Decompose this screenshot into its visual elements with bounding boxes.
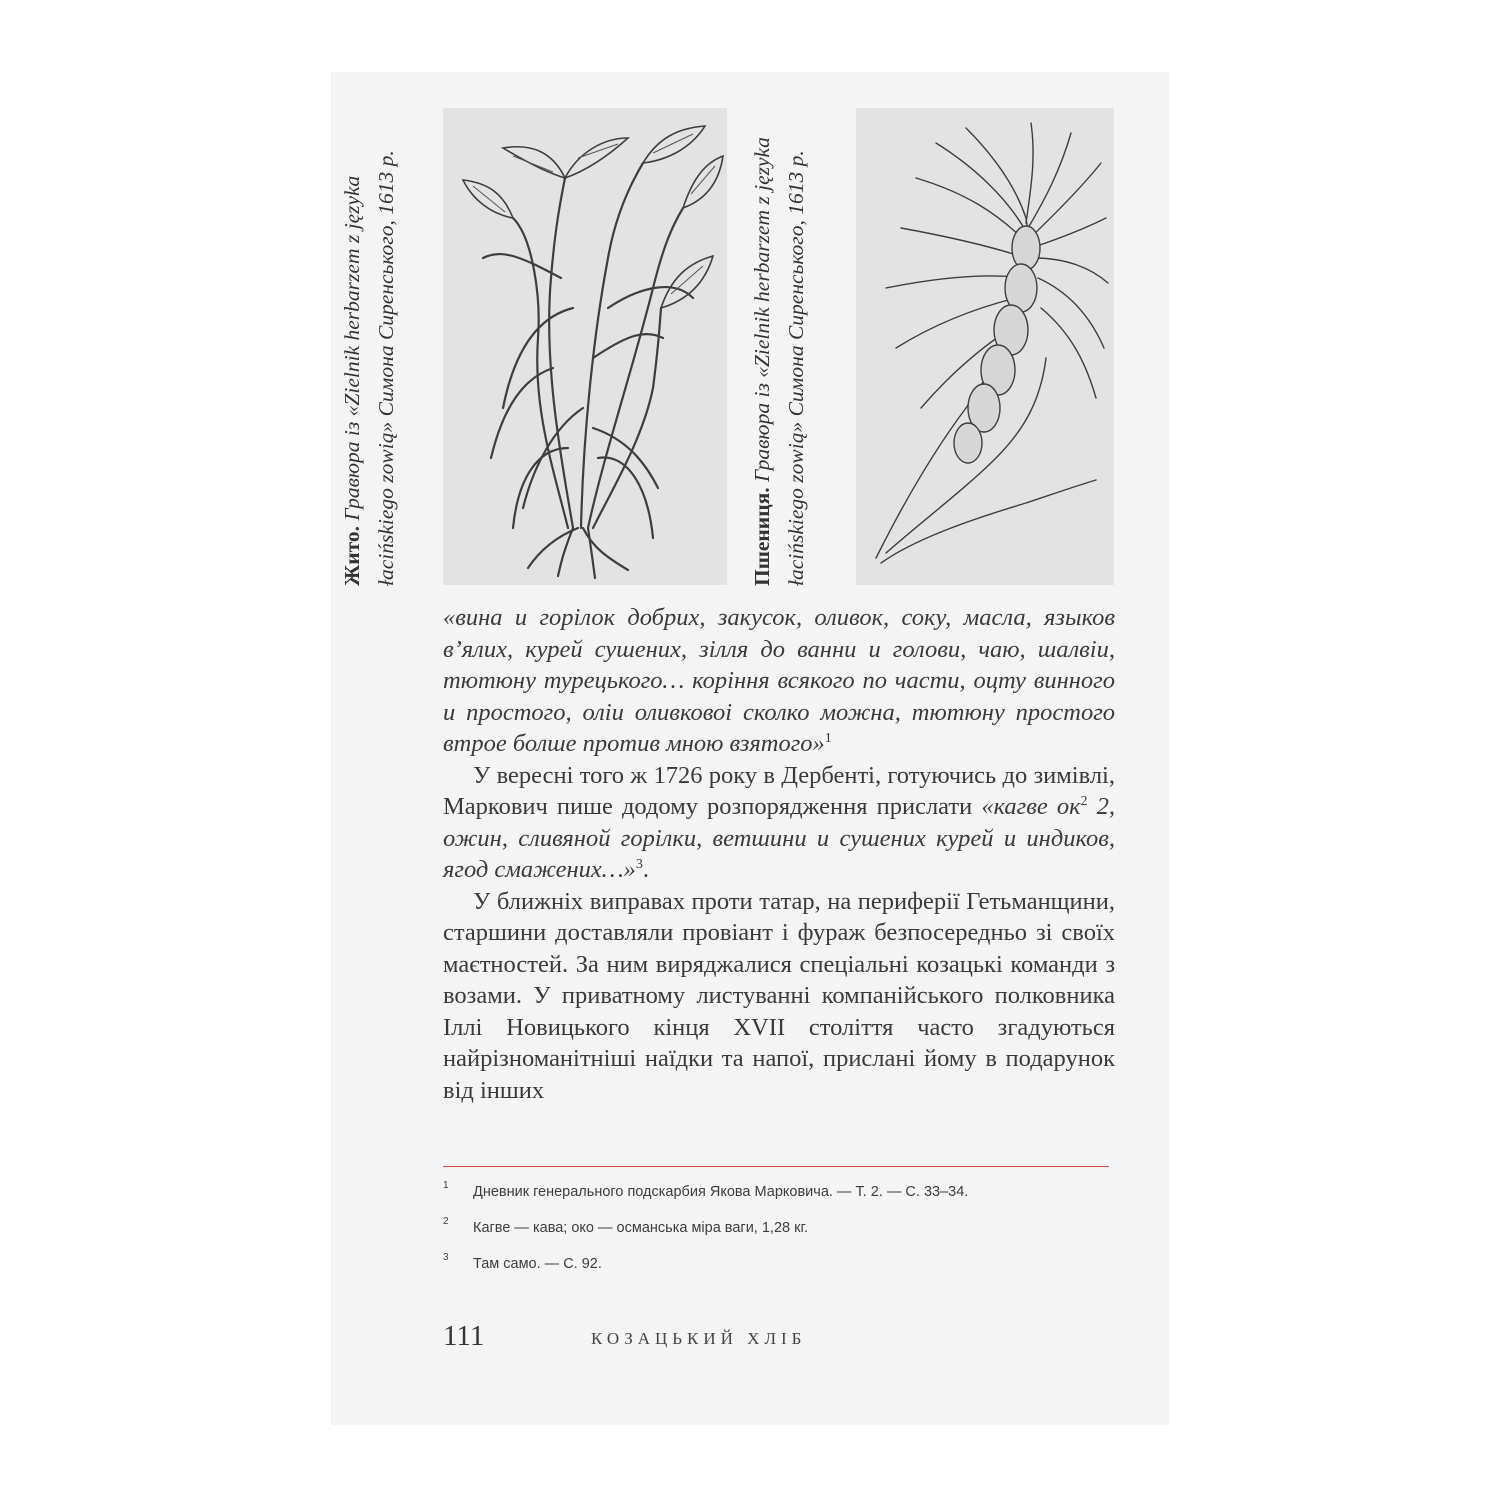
running-head: КОЗАЦЬКИЙ ХЛІБ	[591, 1329, 807, 1348]
footnote-ref-1: 1	[824, 730, 832, 746]
paragraph-quote: «вина и горілок добрих, закусок, оливок, соку, масла, языков в’ялих, курей сушених, зілля до ванни и голови, чаю, шалвіи, тютюну турецького… коріння всякого по части, оцту винного и простого, оліи оливковоі сколко можна, тютюну простого втрое болше против мною взятого»$^1$	[443, 604, 1115, 757]
wheat-ear-image	[856, 108, 1114, 585]
book-page	[331, 72, 1169, 1425]
footnote-ref-3: 3	[635, 856, 643, 872]
footnote-ref-2: 2	[1080, 793, 1088, 809]
page-number: 111	[443, 1320, 485, 1352]
wheat-caption-title: Пшениця.	[750, 487, 774, 586]
wheat-caption-line2: łacińskiego zowią» Симона Сиренського, 1613 р.	[784, 150, 808, 586]
rye-caption-title: Жито.	[340, 525, 364, 586]
paragraph-2: У вересні того ж 1726 року в Дербенті, готуючись до зимівлі, Маркович пише додому розпорядження прислати «кагве $ок^2$ 2, ожин, сливяной горілки, ветшини и сушених курей и индиков, ягод смажених…»$^3$.	[443, 761, 1116, 883]
rye-caption-line1: Гравюра із «Zielnik herbarzem z języka	[340, 175, 364, 526]
figure-row	[331, 72, 1169, 592]
rye-plant-image	[443, 108, 727, 585]
footnote-1: 1 Дневник генерального подскарбия Якова Марковича. — Т. 2. — С. 33–34.	[443, 1180, 969, 1200]
footnotes	[443, 1180, 1115, 1292]
footnote-3: 3 Там само. — С. 92.	[443, 1252, 602, 1272]
rye-caption	[335, 106, 407, 586]
wheat-caption-line1: Гравюра із «Zielnik herbarzem z języka	[750, 137, 774, 488]
wheat-engraving	[856, 108, 1114, 585]
paragraph-3: У ближніх виправах проти татар, на периферії Гетьманщини, старшини доставляли провіант і фураж безпосередньо зі своїх маєтностей. За ним виряджалися спеціальні козацькі команди з возами. У приватному листуванні компанійського полковника Іллі Новицького кінця XVII століття часто згадуються найрізноманітніші наїдки та напої, прислані йому в подарунок від інших	[443, 887, 1115, 1104]
footnote-2: 2 Кагве — кава; око — османська міра ваги, 1,28 кг.	[443, 1216, 808, 1236]
footnote-rule	[443, 1166, 1109, 1167]
main-text	[443, 602, 1115, 1106]
wheat-caption	[745, 106, 817, 586]
rye-caption-line2: łacińskiego zowią» Симона Сиренського, 1613 р.	[374, 150, 398, 586]
rye-engraving	[443, 108, 727, 585]
